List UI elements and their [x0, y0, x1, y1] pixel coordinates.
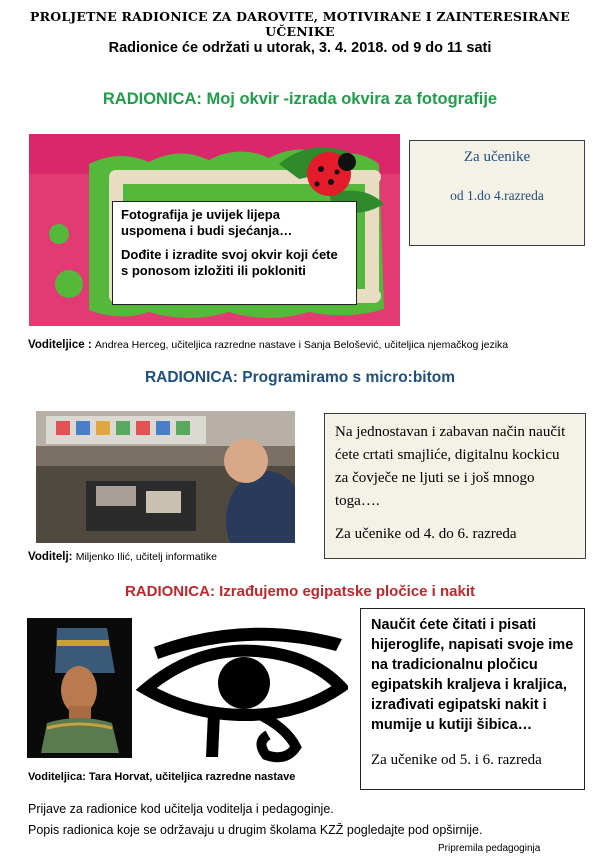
page-subtitle: Radionice će održati u utorak, 3. 4. 2018. od 9 do 11 sati — [108, 40, 492, 56]
workshop3-description: Naučit ćete čitati i pisati hijeroglife, napisati svoje ime na tradicionalnu pločicu egipatskih kraljeva i kraljica, izrađivati egipatski nakit i mumije u kutiji šibica… — [371, 617, 574, 733]
workshop2-title: RADIONICA: Programiramo s micro:bitom — [144, 369, 456, 386]
footer-line2: Popis radionica koje se održavaju u drugim školama KZŽ pogledajte pod opširnije. — [28, 823, 483, 837]
leader-label: Voditelj: — [28, 551, 73, 563]
callout-line1: Fotografija je uvijek lijepa uspomena i budi sjećanja… — [121, 207, 293, 238]
nefertiti-bust-image — [27, 618, 132, 758]
grades-label: Za učenike — [463, 149, 531, 165]
workshop3-leader: Voditeljica: Tara Horvat, učiteljica razredne nastave — [28, 771, 296, 783]
footer-line1: Prijave za radionice kod učitelja voditelja i pedagoginje. — [28, 802, 334, 816]
workshop2-grades: Za učenike od 4. do 6. razreda — [335, 526, 517, 542]
page-title: PROLJETNE RADIONICE ZA DAROVITE, MOTIVIRANE I ZAINTERESIRANE UČENIKE — [30, 9, 570, 39]
workshop1-title: RADIONICA: Moj okvir -izrada okvira za fotografije — [102, 90, 498, 108]
leaders-label: Voditeljice : — [28, 339, 92, 351]
workshop3-info-box — [360, 608, 585, 790]
leaders-names: Andrea Herceg, učiteljica razredne nastave i Sanja Belošević, učiteljica njemačkog jezika — [94, 339, 509, 351]
workshop3-grades: Za učenike od 5. i 6. razreda — [371, 752, 542, 768]
footer-signature: Pripremila pedagoginja — [438, 843, 541, 854]
leader-name: Miljenko Ilić, učitelj informatike — [75, 551, 217, 563]
workshop1-grades-box — [409, 140, 585, 246]
workshop2-info-box — [324, 413, 586, 559]
eye-of-horus-image — [136, 617, 348, 763]
grades-range: od 1.do 4.razreda — [450, 188, 544, 203]
classroom-illustration — [36, 411, 295, 543]
workshop2-description: Na jednostavan i zabavan način naučit ćete crtati smajliće, digitalnu kockicu za čovječe ne ljuti se i još mnogo toga…. — [335, 424, 566, 509]
workshop1-leaders — [28, 339, 588, 351]
microbit-photo — [36, 411, 295, 543]
bust-illustration — [27, 618, 132, 758]
workshop2-leader — [28, 551, 217, 563]
workshop3-title: RADIONICA: Izrađujemo egipatske pločice i nakit — [124, 583, 476, 600]
frame-callout — [112, 201, 357, 305]
callout-line2: Dođite i izradite svoj okvir koji ćete s ponosom izložiti ili pokloniti — [121, 247, 338, 278]
